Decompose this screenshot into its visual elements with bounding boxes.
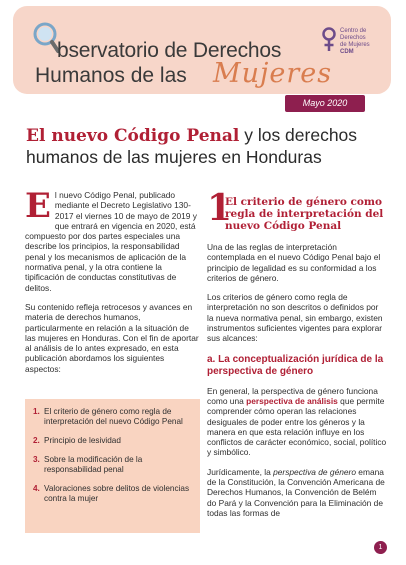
aspect-item <box>33 484 192 504</box>
intro-text: l nuevo Código Penal, publicado mediante el Decreto Legislativo 130-2017 el viernes 10 de mayo de 2019 y que entrará en vigencia en 2020, está compuesto por dos partes especiales una describe los principios, la responsabilidad penal y los mecanismos de aplicación de la normativa penal, y la otra contiene la tipificación de conductas constitutivas de delitos. <box>25 190 197 293</box>
aspects-list <box>25 399 200 504</box>
p3-emphasis: perspectiva de análisis <box>246 395 338 406</box>
p4-start: Jurídicamente, la <box>207 466 274 477</box>
logo-line-2: Derechos <box>340 35 366 41</box>
logo-line-1: Centro de <box>340 28 367 34</box>
cdm-logo-icon <box>321 27 337 53</box>
aspects-intro-paragraph: Su contenido refleja retrocesos y avances en materia de derechos humanos, particularmente en relación a la situación de las mujeres en Honduras. Con el fin de aportar al análisis de lo antes expresado, en esta publicación abordamos los siguientes aspectos: <box>25 301 199 374</box>
aspect-number: 2. <box>33 436 40 445</box>
section-number: 1 <box>207 187 233 229</box>
magnifier-icon <box>32 20 60 54</box>
p4-emphasis: perspectiva de género <box>273 466 356 477</box>
date-badge: Mayo 2020 <box>285 95 365 112</box>
p3-start: En general, la perspectiva de género funciona como una <box>207 385 378 406</box>
p3-end: que permite comprender cómo operan las relaciones desiguales de poder entre los géneros y la manera en que esta relación influye en los conflictos de carácter económico, social, político y simbólico. <box>207 395 387 458</box>
newsletter-header <box>13 6 391 94</box>
section-heading-spacer <box>207 187 387 242</box>
article-title <box>26 125 386 168</box>
logo-line-3: de Mujeres <box>340 42 370 48</box>
p4-end: emana de la Constitución, la Convención Americana de Derechos Humanos, la Convención de Belém do Pará y la Convención para la Eliminación de todas las formas de <box>207 466 385 518</box>
page-number: 1 <box>374 541 387 554</box>
intro-paragraph <box>25 186 200 293</box>
cdm-logo-text <box>340 28 386 56</box>
logo-abbr: CDM <box>340 49 354 55</box>
section-paragraph-1: Una de las reglas de interpretación contemplada en el nuevo Código Penal bajo el principio de legalidad es su conformidad a los criterios de género. <box>207 242 381 283</box>
aspect-text: Valoraciones sobre delitos de violencias contra la mujer <box>44 484 190 503</box>
aspect-text: El criterio de género como regla de interpretación del nuevo Código Penal <box>44 407 183 426</box>
section-paragraph-4 <box>207 467 387 518</box>
article-title-highlight: El nuevo Código Penal <box>26 126 240 146</box>
header-title-script: Mujeres <box>213 58 333 89</box>
left-column <box>25 186 200 383</box>
aspect-item <box>33 455 192 475</box>
aspect-number: 1. <box>33 407 40 416</box>
section-heading: El criterio de género como regla de interpretación del nuevo Código Penal <box>225 196 384 232</box>
aspect-text: Sobre la modificación de la responsabilidad penal <box>44 455 143 474</box>
right-column <box>207 187 387 527</box>
aspects-box <box>25 399 200 533</box>
aspect-item <box>33 436 192 446</box>
subsection-heading: a. La conceptualización jurídica de la perspectiva de género <box>207 353 384 377</box>
section-paragraph-3 <box>207 386 387 458</box>
aspect-number: 4. <box>33 484 40 493</box>
header-title-line-2: Humanos de las <box>35 64 187 87</box>
drop-cap: E <box>25 186 51 226</box>
aspect-item <box>33 407 192 427</box>
aspect-number: 3. <box>33 455 40 464</box>
aspect-text: Principio de lesividad <box>44 436 121 445</box>
header-title-line-1: bservatorio de Derechos <box>57 39 282 62</box>
section-paragraph-2: Los criterios de género como regla de interpretación no son descritos o definidos por la nueva normativa penal, sin embargo, existen instrumentos suficientes vigentes para explorar sus alcances: <box>207 292 383 344</box>
article-title-rest: y los derechos humanos de las mujeres en Honduras <box>26 125 358 167</box>
